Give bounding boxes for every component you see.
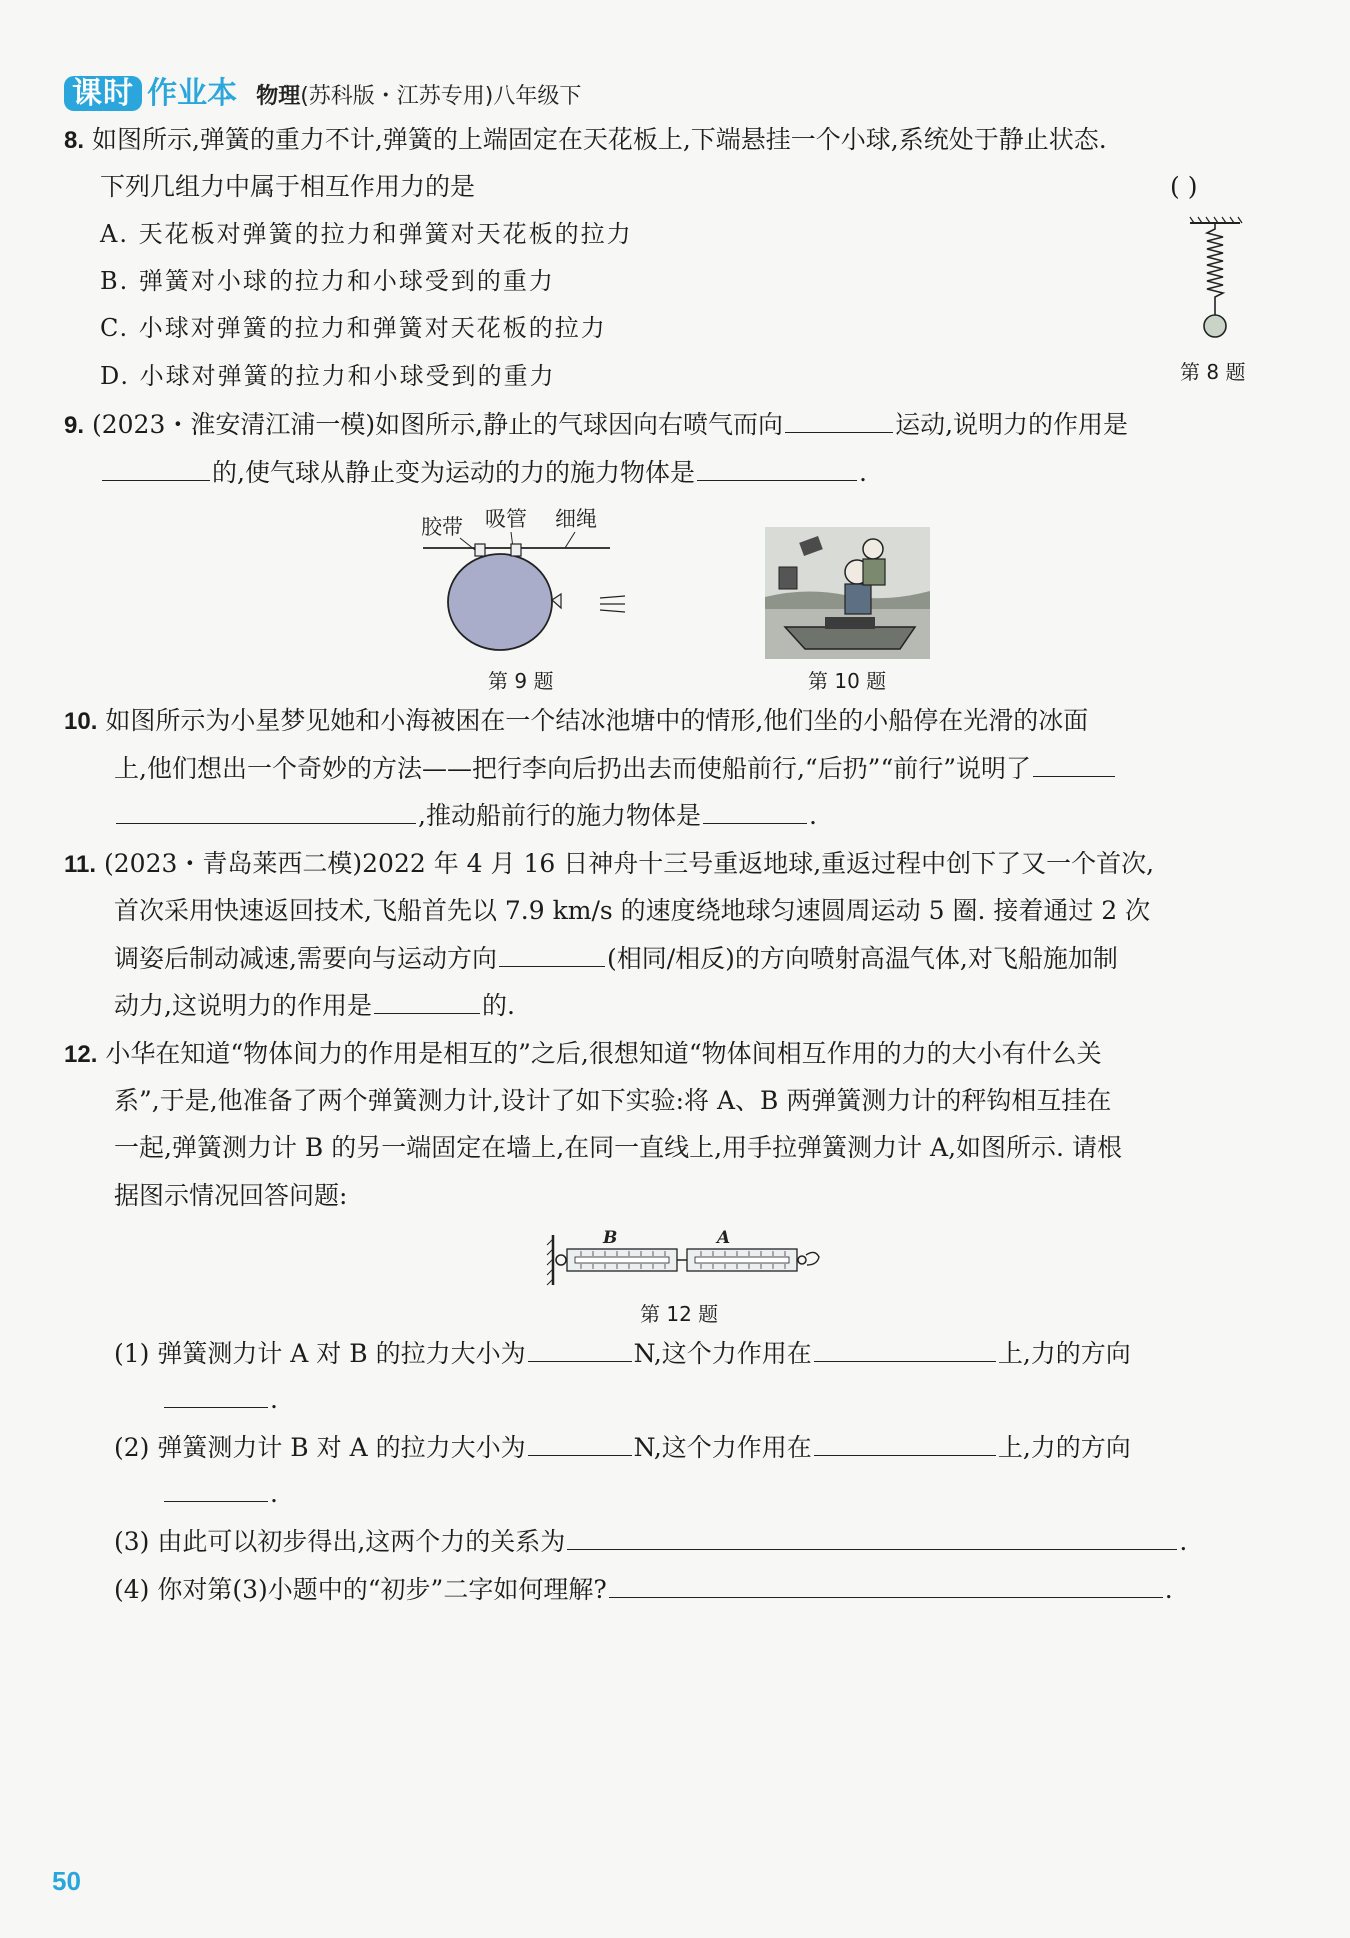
q12-spring-scales-figure (545, 1225, 820, 1290)
q11-text3b: (相同/相反)的方向喷射高温气体,对飞船施加制 (606, 944, 1118, 973)
q12-s1-blank1[interactable] (528, 1333, 632, 1362)
q9-line1 (64, 401, 1128, 449)
q8-answer-paren: ( ) (1170, 172, 1198, 201)
q12-line2: 系”,于是,他准备了两个弹簧测力计,设计了如下实验:将 A、B 两弹簧测力计的秤钩相互挂在 (114, 1086, 1112, 1115)
q12-label-a: A (717, 1228, 731, 1248)
q10-text3: ,推动船前行的施力物体是 (418, 801, 701, 830)
q9-caption: 第 9 题 (488, 669, 554, 693)
q12-s2-text2: N,这个力作用在 (633, 1433, 812, 1462)
q12-sub1-line2 (162, 1376, 278, 1423)
q10-text2: 上,他们想出一个奇妙的方法——把行李向后扔出去而使船前行,“后扔”“前行”说明了 (114, 754, 1032, 783)
q12-label-b: B (603, 1228, 618, 1248)
q10-number: 10. (64, 708, 98, 735)
q9-balloon-figure (415, 500, 645, 670)
q9-text4: . (858, 458, 867, 487)
q12-s1-blank3[interactable] (164, 1379, 268, 1408)
q9-source: (2023・淮安清江浦一模) (91, 410, 376, 439)
q10-text1: 如图所示为小星梦见她和小海被困在一个结冰池塘中的情形,他们坐的小船停在光滑的冰面 (105, 706, 1089, 735)
q12-sub4 (114, 1566, 1173, 1613)
q12-s4-text: (4) 你对第(3)小题中的“初步”二字如何理解? (114, 1575, 607, 1604)
q10-line1 (64, 697, 1088, 745)
q12-s1-text1: (1) 弹簧测力计 A 对 B 的拉力大小为 (114, 1339, 526, 1368)
q11-text4a: 动力,这说明力的作用是 (114, 991, 372, 1020)
q12-sub2-line1 (114, 1424, 1131, 1471)
q12-sub1-line1 (114, 1330, 1131, 1377)
q12-s2-blank3[interactable] (164, 1473, 268, 1502)
q10-text4: . (808, 801, 817, 830)
q12-sub3 (114, 1518, 1187, 1565)
q12-sub2-line2 (162, 1470, 278, 1517)
q12-s1-text2: N,这个力作用在 (633, 1339, 812, 1368)
q10-line2 (114, 745, 1117, 792)
q8-caption: 第 8 题 (1180, 360, 1246, 384)
q10-caption: 第 10 题 (808, 669, 887, 693)
q10-blank1b[interactable] (116, 795, 416, 824)
q9-line2 (100, 449, 867, 496)
q9-label-string: 细绳 (555, 507, 597, 531)
header-logo: 课时 (64, 76, 142, 111)
q11-text4b: 的. (481, 991, 515, 1020)
q12-line3: 一起,弹簧测力计 B 的另一端固定在墙上,在同一直线上,用手拉弹簧测力计 A,如图所示. 请根 (114, 1133, 1122, 1162)
q8-option-b: B. 弹簧对小球的拉力和小球受到的重力 (100, 267, 555, 295)
header-subject: 物理 (256, 84, 301, 109)
q12-s1-period: . (270, 1385, 278, 1414)
q10-blank2[interactable] (703, 795, 807, 824)
q11-blank1[interactable] (499, 938, 605, 967)
q12-s4-period: . (1164, 1575, 1173, 1604)
q12-s3-blank[interactable] (567, 1521, 1177, 1550)
q9-label-tape: 胶带 (421, 515, 463, 539)
q9-blank1[interactable] (785, 404, 893, 433)
q8-line1 (64, 116, 1107, 164)
q9-blank2[interactable] (102, 452, 210, 481)
header-series: 作业本 (147, 76, 238, 111)
q9-text2: 运动,说明力的作用是 (895, 410, 1129, 439)
header-edition: (苏科版・江苏专用)八年级下 (300, 84, 582, 109)
q12-caption: 第 12 题 (640, 1302, 719, 1326)
q12-s3-text: (3) 由此可以初步得出,这两个力的关系为 (114, 1527, 566, 1556)
q12-s3-period: . (1179, 1527, 1188, 1556)
q12-s1-text3: 上,力的方向 (997, 1339, 1131, 1368)
page-number: 50 (52, 1866, 81, 1896)
q8-text1: 如图所示,弹簧的重力不计,弹簧的上端固定在天花板上,下端悬挂一个小球,系统处于静止状态. (91, 125, 1107, 154)
q9-number: 9. (64, 412, 85, 439)
q12-line4: 据图示情况回答问题: (114, 1181, 348, 1210)
q12-s2-text1: (2) 弹簧测力计 B 对 A 的拉力大小为 (114, 1433, 526, 1462)
q11-line4 (114, 982, 515, 1029)
q11-text1: (2023・青岛莱西二模)2022 年 4 月 16 日神舟十三号重返地球,重返过程中创下了又一个首次, (104, 849, 1155, 878)
q8-line2: 下列几组力中属于相互作用力的是 (100, 172, 476, 201)
q11-text3a: 调姿后制动减速,需要向与运动方向 (114, 944, 497, 973)
q12-s2-text3: 上,力的方向 (997, 1433, 1131, 1462)
q12-s2-blank2[interactable] (814, 1427, 996, 1456)
header (64, 68, 581, 112)
q9-blank3[interactable] (697, 452, 857, 481)
q10-line3 (114, 792, 817, 839)
q11-line1 (64, 840, 1154, 888)
q11-line3 (114, 935, 1118, 982)
q8-option-a: A. 天花板对弹簧的拉力和弹簧对天花板的拉力 (100, 220, 633, 248)
q8-option-d: D. 小球对弹簧的拉力和小球受到的重力 (100, 362, 556, 390)
q10-blank1a[interactable] (1033, 748, 1115, 777)
q12-s4-blank[interactable] (609, 1569, 1163, 1598)
q12-text1: 小华在知道“物体间力的作用是相互的”之后,很想知道“物体间相互作用的力的大小有什么关 (105, 1039, 1102, 1068)
q12-s1-blank2[interactable] (814, 1333, 996, 1362)
q11-line2: 首次采用快速返回技术,飞船首先以 7.9 km/s 的速度绕地球匀速圆周运动 5 圈. 接着通过 2 次 (114, 896, 1151, 925)
q12-s2-blank1[interactable] (528, 1427, 632, 1456)
q11-number: 11. (64, 851, 97, 878)
q9-label-straw: 吸管 (485, 507, 527, 531)
q9-text3: 的,使气球从静止变为运动的力的施力物体是 (212, 458, 695, 487)
q8-spring-figure (1180, 215, 1250, 350)
q12-line1 (64, 1030, 1102, 1078)
q12-number: 12. (64, 1041, 98, 1068)
q8-option-c: C. 小球对弹簧的拉力和弹簧对天花板的拉力 (100, 314, 607, 342)
q9-text1: 如图所示,静止的气球因向右喷气而向 (375, 410, 784, 439)
q8-number: 8. (64, 127, 85, 154)
q10-boat-figure (765, 527, 930, 659)
q12-s2-period: . (270, 1479, 278, 1508)
q11-blank2[interactable] (374, 985, 480, 1014)
